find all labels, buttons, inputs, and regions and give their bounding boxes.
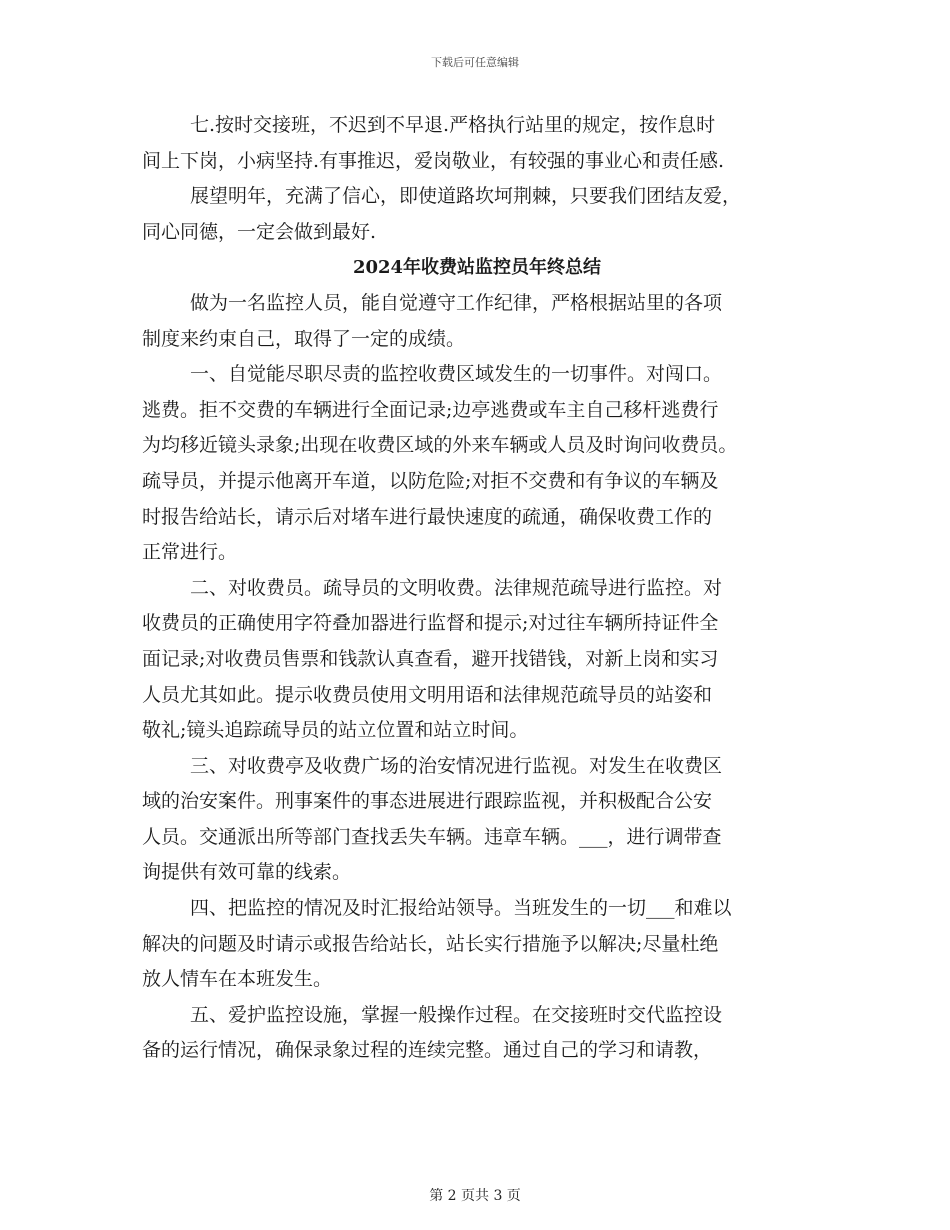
text-line: 人员尤其如此。提示收费员使用文明用语和法律规范疏导员的站姿和 (142, 683, 713, 706)
page-header: 下载后可任意编辑 (431, 56, 519, 69)
text-line: 四、把监控的情况及时汇报给站领导。当班发生的一切___和难以 (190, 897, 732, 920)
text-line: 备的运行情况，确保录象过程的连续完整。通过自己的学习和请教， (142, 1039, 713, 1062)
page-footer: 第 2 页共 3 页 (429, 1188, 521, 1204)
text-line: 五、爱护监控设施，掌握一般操作过程。在交接班时交代监控设 (190, 1003, 723, 1026)
text-line: 做为一名监控人员，能自觉遵守工作纪律，严格根据站里的各项 (190, 291, 723, 314)
text-line: 一、自觉能尽职尽责的监控收费区域发生的一切事件。对闯口。 (190, 363, 723, 386)
text-line: 七.按时交接班，不迟到不早退.严格执行站里的规定，按作息时 (190, 114, 716, 136)
text-line: 人员。交通派出所等部门查找丢失车辆。违章车辆。___，进行调带查 (142, 825, 722, 848)
text-line: 询提供有效可靠的线索。 (142, 861, 352, 884)
text-line: 间上下岗，小病坚持.有事推迟，爱岗敬业，有较强的事业心和责任感. (142, 149, 725, 172)
text-line: 收费员的正确使用字符叠加器进行监督和提示;对过往车辆所持证件全 (142, 612, 719, 635)
text-line: 时报告给站长，请示后对堵车进行最快速度的疏通，确保收费工作的 (142, 505, 713, 528)
text-line: 同心同德，一定会做到最好. (142, 220, 377, 243)
text-line: 展望明年，充满了信心，即使道路坎坷荆棘，只要我们团结友爱， (190, 185, 742, 208)
text-line: 为均移近镜头录象;出现在收费区域的外来车辆或人员及时询问收费员。 (142, 434, 738, 457)
text-line: 放人情车在本班发生。 (142, 968, 333, 991)
section-title: 2024年收费站监控员年终总结 (352, 257, 602, 279)
text-line: 域的治安案件。刑事案件的事态进展进行跟踪监视，并积极配合公安 (142, 790, 713, 813)
text-line: 二、对收费员。疏导员的文明收费。法律规范疏导进行监控。对 (190, 576, 723, 599)
text-line: 敬礼;镜头追踪疏导员的站立位置和站立时间。 (142, 719, 529, 742)
text-line: 正常进行。 (142, 541, 238, 564)
text-line: 面记录;对收费员售票和钱款认真查看，避开找错钱，对新上岗和实习 (142, 647, 719, 670)
text-line: 解决的问题及时请示或报告给站长，站长实行措施予以解决;尽量杜绝 (142, 932, 719, 955)
document-body (142, 108, 812, 1069)
text-line: 疏导员，并提示他离开车道，以防危险;对拒不交费和有争议的车辆及 (142, 469, 719, 492)
text-line: 三、对收费亭及收费广场的治安情况进行监视。对发生在收费区 (190, 754, 723, 777)
text-line: 制度来约束自己，取得了一定的成绩。 (142, 327, 466, 350)
text-line: 逃费。拒不交费的车辆进行全面记录;边亭逃费或车主自己移杆逃费行 (142, 398, 719, 421)
